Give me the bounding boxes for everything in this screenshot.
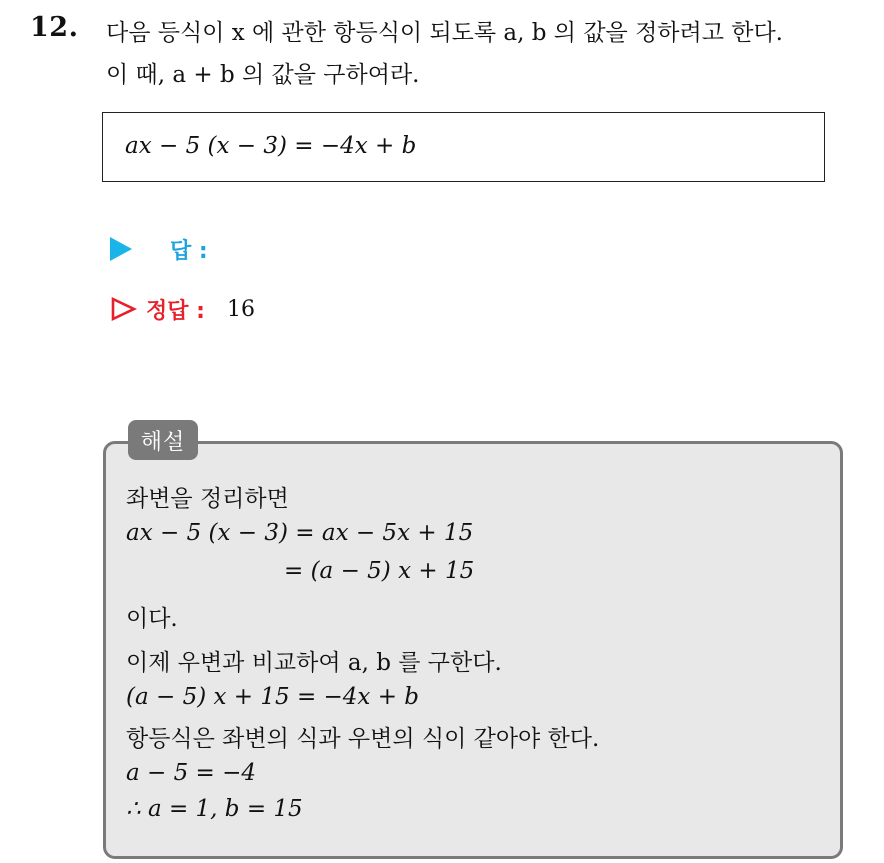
correct-answer-label: 정답 : xyxy=(146,298,205,324)
outline-play-icon xyxy=(110,296,138,322)
solution-line: a − 5 = −4 xyxy=(126,760,257,786)
solution-line: ∴ a = 1, b = 15 xyxy=(126,796,303,822)
correct-answer-row xyxy=(110,292,255,326)
answer-row xyxy=(110,232,208,266)
equation-box xyxy=(102,112,825,182)
solution-line: ax − 5 (x − 3) = ax − 5x + 15 xyxy=(126,520,474,546)
solution-line: = (a − 5) x + 15 xyxy=(284,558,475,584)
solution-title: 해설 xyxy=(128,420,198,460)
solution-line: 항등식은 좌변의 식과 우변의 식이 같아야 한다. xyxy=(126,726,600,752)
correct-answer-value: 16 xyxy=(226,296,255,322)
equation-text: ax − 5 (x − 3) = −4x + b xyxy=(125,133,417,159)
question-text-line2: 이 때, a + b 의 값을 구하여라. xyxy=(106,62,420,88)
solution-line: 좌변을 정리하면 xyxy=(126,486,289,512)
answer-label: 답 : xyxy=(170,238,208,264)
solution-line: (a − 5) x + 15 = −4x + b xyxy=(126,684,420,710)
solution-line: 이다. xyxy=(126,606,178,632)
play-icon xyxy=(110,237,132,261)
solution-line: 이제 우변과 비교하여 a, b 를 구한다. xyxy=(126,650,502,676)
question-number: 12. xyxy=(30,12,79,43)
question-text-line1: 다음 등식이 x 에 관한 항등식이 되도록 a, b 의 값을 정하려고 한다. xyxy=(106,20,783,46)
